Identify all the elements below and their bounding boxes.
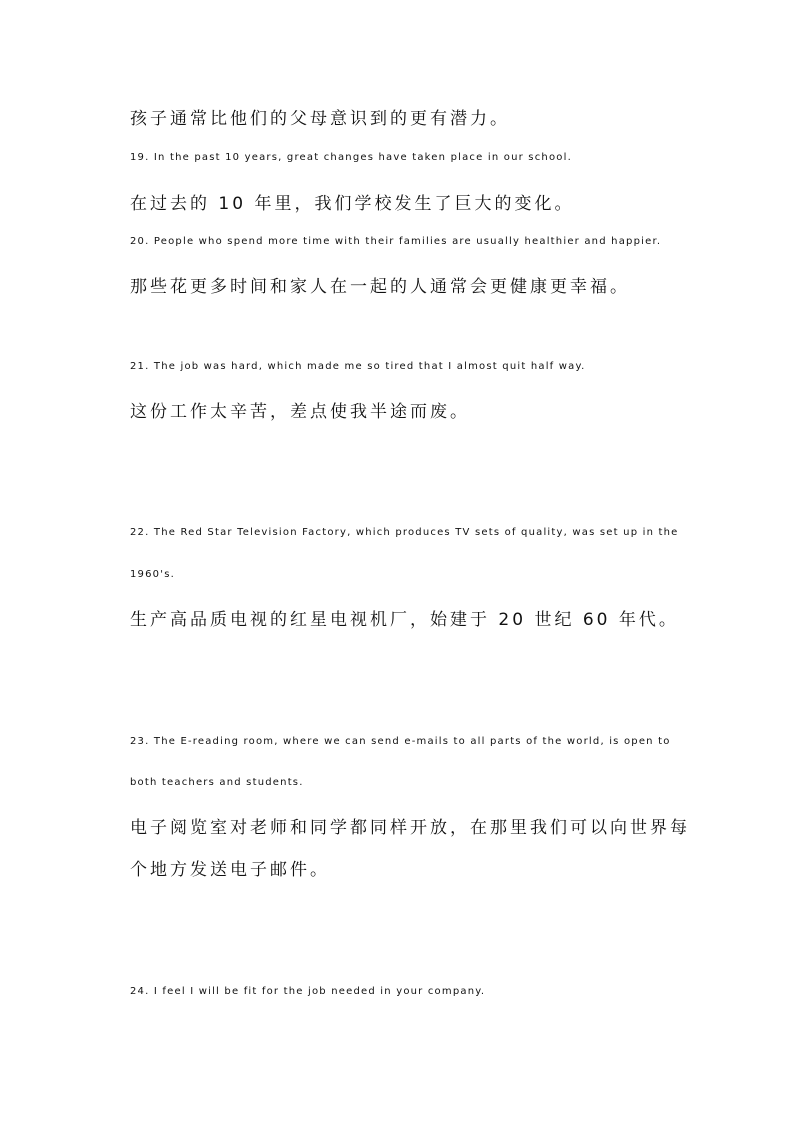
translation-19: 在过去的 10 年里，我们学校发生了巨大的变化。: [130, 194, 575, 214]
sentence-22-line-2: 1960's.: [130, 569, 175, 580]
translation-18: 孩子通常比他们的父母意识到的更有潜力。: [130, 109, 510, 129]
translation-22: 生产高品质电视的红星电视机厂，始建于 20 世纪 60 年代。: [130, 610, 679, 630]
sentence-23-line-2: both teachers and students.: [130, 777, 304, 788]
sentence-20: 20. People who spend more time with their families are usually healthier and happier.: [130, 236, 662, 247]
translation-20: 那些花更多时间和家人在一起的人通常会更健康更幸福。: [130, 277, 630, 297]
sentence-23-line-1: 23. The E-reading room, where we can send e-mails to all parts of the world, is open to: [130, 736, 671, 747]
sentence-19: 19. In the past 10 years, great changes have taken place in our school.: [130, 152, 572, 163]
translation-23-line-2: 个地方发送电子邮件。: [130, 860, 330, 880]
sentence-21: 21. The job was hard, which made me so tired that I almost quit half way.: [130, 361, 586, 372]
translation-21: 这份工作太辛苦，差点使我半途而废。: [130, 402, 470, 422]
translation-23-line-1: 电子阅览室对老师和同学都同样开放，在那里我们可以向世界每: [130, 818, 690, 838]
sentence-24: 24. I feel I will be fit for the job needed in your company.: [130, 986, 486, 997]
sentence-22-line-1: 22. The Red Star Television Factory, which produces TV sets of quality, was set up in the: [130, 527, 679, 538]
